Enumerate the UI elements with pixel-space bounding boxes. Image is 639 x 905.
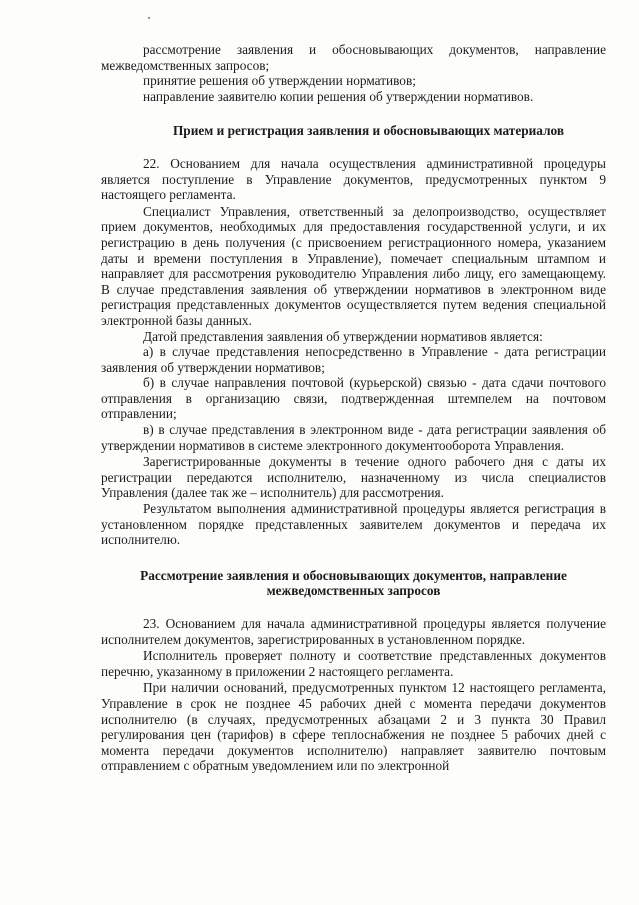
paragraph-executor-check: Исполнитель проверяет полноту и соответствие представленных документов перечню, указанному в приложении 2 настоящего регламента.: [101, 648, 606, 679]
section-heading-review-line2: межведомственных запросов: [266, 583, 441, 599]
intro-item-2: принятие решения об утверждении нормативов;: [143, 73, 416, 89]
scan-speck: [148, 17, 150, 19]
intro-item-1: рассмотрение заявления и обосновывающих документов, направление межведомственных запросов;: [101, 42, 606, 73]
paragraph-item-a: а) в случае представления непосредственно в Управление - дата регистрации заявления об утверждении нормативов;: [101, 344, 606, 375]
paragraph-registered-docs: Зарегистрированные документы в течение одного рабочего дня с даты их регистрации передаются исполнителю, назначенному из числа специалистов Управления (далее так же – исполнитель) для рассмотрения.: [101, 454, 606, 501]
document-body: [101, 42, 606, 774]
paragraph-grounds: При наличии оснований, предусмотренных пунктом 12 настоящего регламента, Управление в срок не позднее 45 рабочих дней с момента передачи документов исполнителю (в случаях, предусмотренных абзацами 2 и 3 пункта 30 Правил регулирования цен (тарифов) в сфере теплоснабжения не позднее 5 рабочих дней с момента передачи документов исполнителю) направляет заявителю почтовым отправлением с обратным уведомлением или по электронной: [101, 680, 606, 774]
paragraph-23: 23. Основанием для начала административной процедуры является получение исполнителем документов, зарегистрированных в установленном порядке.: [101, 616, 606, 647]
section-heading-review: [101, 568, 606, 599]
paragraph-22: 22. Основанием для начала осуществления административной процедуры является поступление в Управление документов, предусмотренных пунктом 9 настоящего регламента.: [101, 155, 606, 203]
paragraph-item-c: в) в случае представления в электронном виде - дата регистрации заявления об утверждении нормативов в системе электронного документооборота Управления.: [101, 422, 606, 453]
paragraph-specialist: Специалист Управления, ответственный за делопроизводство, осуществляет прием документов, необходимых для предоставления государственной услуги, и их регистрацию в день получения (с присвоением регистрационного номера, указанием даты и времени поступления в Управление), помечает специальным штампом и направляет для рассмотрения руководителю Управления либо лицу, его замещающему. В случае представления заявления об утверждении нормативов в электронном виде регистрация представленных документов осуществляется путем ведения специальной электронной базы данных.: [101, 203, 606, 328]
intro-item-3: направление заявителю копии решения об утверждении нормативов.: [143, 88, 534, 104]
section-heading-review-line1: Рассмотрение заявления и обосновывающих документов, направление: [140, 567, 567, 583]
paragraph-result: Результатом выполнения административной процедуры является регистрация в установленном порядке представленных заявителем документов и передача их исполнителю.: [101, 501, 606, 548]
paragraph-item-b: б) в случае направления почтовой (курьерской) связью - дата сдачи почтового отправления в организацию связи, подтвержденная штемпелем на почтовом отправлении;: [101, 375, 606, 422]
paragraph-date-intro: Датой представления заявления об утверждении нормативов является:: [143, 328, 543, 344]
section-heading-reception: Прием и регистрация заявления и обосновывающих материалов: [172, 123, 565, 139]
